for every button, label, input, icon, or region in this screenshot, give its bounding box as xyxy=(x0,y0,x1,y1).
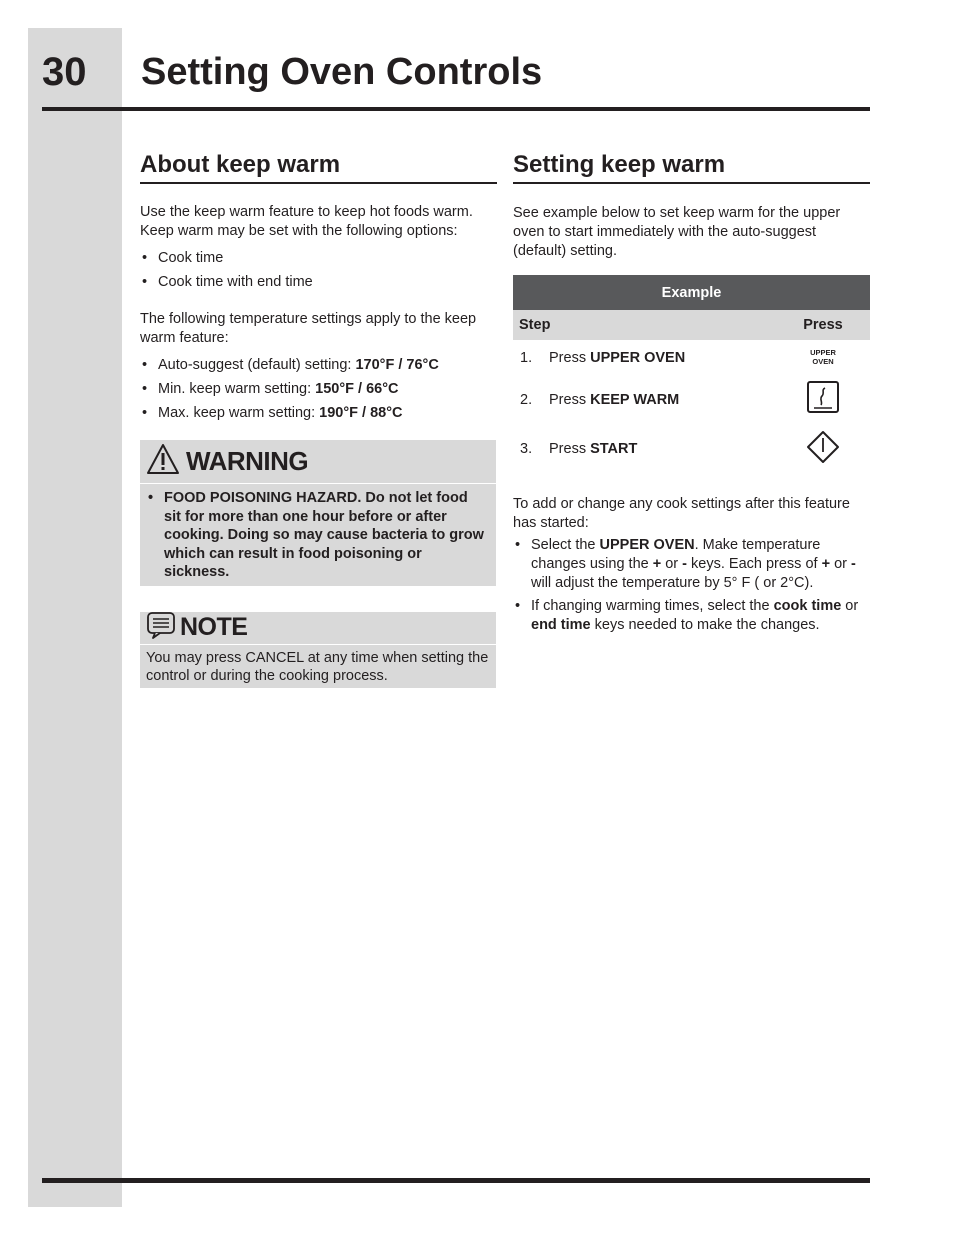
temp-label: Auto-suggest (default) setting: xyxy=(158,357,356,373)
table-header-row xyxy=(513,310,870,340)
header-divider xyxy=(42,107,870,111)
warning-box xyxy=(140,440,496,586)
list-item: • Cook time with end time xyxy=(140,273,497,292)
step-number: 1. xyxy=(520,349,533,366)
temp-value: 150°F / 66°C xyxy=(315,381,399,397)
list-item xyxy=(140,380,497,399)
upper-oven-key-icon: UPPER OVEN xyxy=(810,347,836,366)
note-label: NOTE xyxy=(180,613,248,641)
example-table xyxy=(513,275,870,473)
about-keep-warm-heading: About keep warm xyxy=(140,150,497,184)
warning-label: WARNING xyxy=(186,446,309,476)
warning-text: • FOOD POISONING HAZARD. Do not let food sit for more than one hour before or after cooking. Doing so may cause bacteria to grow which can result in food poisoning or sickness. xyxy=(146,489,488,582)
note-box xyxy=(140,612,496,688)
step-column-header: Step xyxy=(513,310,776,340)
temp-label: Max. keep warm setting: xyxy=(158,405,320,421)
table-row xyxy=(513,375,870,425)
temp-value: 170°F / 76°C xyxy=(355,357,439,373)
warning-header xyxy=(140,440,496,484)
start-key-icon xyxy=(776,425,870,473)
press-column-header: Press xyxy=(776,310,870,340)
page-sidebar xyxy=(28,28,122,1207)
page-title: Setting Oven Controls xyxy=(141,51,543,93)
example-table-title: Example xyxy=(513,275,870,310)
after-start-list xyxy=(513,536,870,635)
list-item: • Select the UPPER OVEN. Make temperature changes using the + or - keys. Each press of + or - will adjust the temperature by 5° F ( or 2°C). xyxy=(513,536,870,593)
setting-intro: See example below to set keep warm for the upper oven to start immediately with the auto-suggest (default) setting. xyxy=(513,205,841,259)
warning-text-list xyxy=(140,484,496,586)
temp-value: 190°F / 88°C xyxy=(319,405,403,421)
warning-triangle-icon xyxy=(146,443,180,480)
keep-warm-key-icon xyxy=(776,375,870,425)
list-item: • Cook time xyxy=(140,249,497,268)
setting-keep-warm-heading: Setting keep warm xyxy=(513,150,870,184)
table-row xyxy=(513,340,870,375)
options-list xyxy=(140,249,497,292)
footer-divider xyxy=(42,1178,870,1183)
list-item: • If changing warming times, select the cook time or end time keys needed to make the changes. xyxy=(513,597,870,635)
step-instruction: Press UPPER OVEN xyxy=(549,349,686,366)
temp-intro: The following temperature settings apply to the keep warm feature: xyxy=(140,311,477,346)
step-instruction: Press START xyxy=(549,441,638,457)
temp-label: Min. keep warm setting: xyxy=(158,381,316,397)
note-speech-icon xyxy=(146,610,176,645)
after-start-intro: To add or change any cook settings after this feature has started: xyxy=(513,496,850,531)
note-text: You may press CANCEL at any time when setting the control or during the cooking process. xyxy=(146,649,489,684)
setting-keep-warm-section xyxy=(513,150,870,635)
about-intro: Use the keep warm feature to keep hot foods warm. Keep warm may be set with the following options: xyxy=(140,204,473,239)
about-keep-warm-section xyxy=(140,150,497,688)
step-number: 2. xyxy=(520,392,533,408)
list-item xyxy=(140,356,497,375)
step-number: 3. xyxy=(520,441,533,457)
step-instruction: Press KEEP WARM xyxy=(549,392,680,408)
page-number: 30 xyxy=(42,50,87,94)
note-header xyxy=(140,612,496,645)
list-item xyxy=(140,404,497,423)
temp-list xyxy=(140,356,497,423)
table-row xyxy=(513,425,870,473)
